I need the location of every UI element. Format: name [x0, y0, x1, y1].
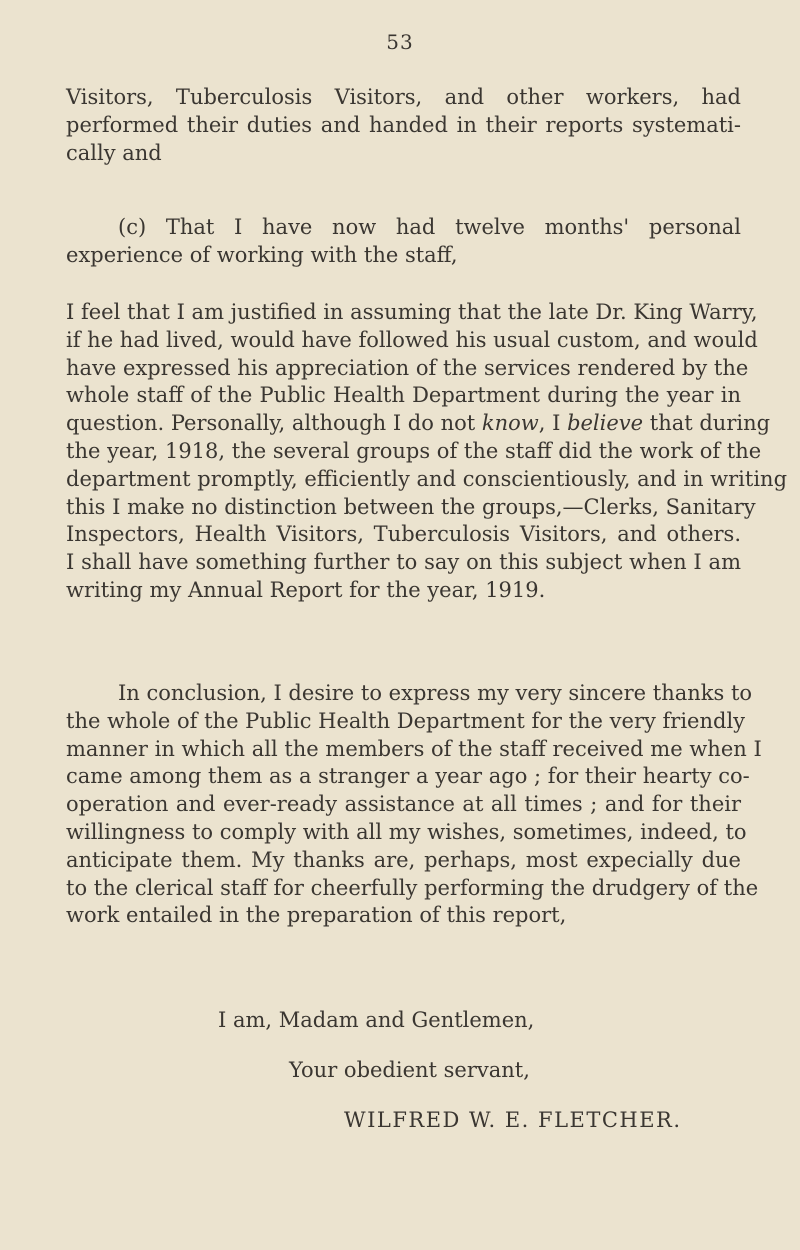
text-line: (c) That I have now had twelve months' personal: [118, 215, 741, 239]
page-number: 53: [386, 30, 414, 54]
paragraph-item-c: [66, 214, 741, 270]
text-line: performed their duties and handed in their reports systemati-: [66, 112, 741, 137]
paragraph-conclusion: [66, 680, 762, 930]
text-line: the whole of the Public Health Department for the very friendly: [66, 708, 746, 733]
signature-name: WILFRED W. E. FLETCHER.: [344, 1108, 682, 1132]
text-line: to the clerical staff for cheerfully performing the drudgery of the: [66, 875, 759, 900]
text-line: Visitors, Tuberculosis Visitors, and other workers, had: [66, 85, 741, 109]
paragraph-continuation: [66, 84, 741, 167]
text-segment: question. Personally, although I do not: [66, 411, 482, 436]
text-segment: , I: [538, 411, 568, 436]
text-line-with-emphasis: [66, 410, 771, 438]
text-line: the year, 1918, the several groups of the staff did the work of the: [66, 438, 762, 463]
text-line: came among them as a stranger a year ago ; for their hearty co-: [66, 764, 750, 789]
text-line: writing my Annual Report for the year, 1919.: [66, 577, 546, 602]
closing-sign-off: Your obedient servant,: [289, 1058, 530, 1082]
text-line: department promptly, efficiently and conscientiously, and in writing: [66, 466, 788, 491]
paragraph-main: [66, 299, 788, 605]
text-line: I feel that I am justified in assuming that the late Dr. King Warry,: [66, 300, 758, 324]
text-line: operation and ever-ready assistance at all times ; and for their: [66, 792, 741, 817]
text-segment: that during: [643, 411, 771, 436]
text-line: willingness to comply with all my wishes, sometimes, indeed, to: [66, 819, 747, 844]
text-line: Inspectors, Health Visitors, Tuberculosis Visitors, and others.: [66, 522, 741, 547]
text-line: whole staff of the Public Health Department during the year in: [66, 383, 741, 408]
text-line: work entailed in the preparation of this report,: [66, 903, 567, 928]
text-line: anticipate them. My thanks are, perhaps, most expecially due: [66, 847, 741, 872]
text-line: In conclusion, I desire to express my very sincere thanks to: [118, 681, 753, 705]
text-line: manner in which all the members of the staff received me when I: [66, 736, 762, 761]
closing-salutation: I am, Madam and Gentlemen,: [218, 1008, 535, 1032]
text-line: have expressed his appreciation of the services rendered by the: [66, 355, 749, 380]
text-line: this I make no distinction between the groups,—Clerks, Sanitary: [66, 494, 756, 519]
text-line: experience of working with the staff,: [66, 242, 458, 267]
emphasis-believe: believe: [567, 411, 644, 436]
emphasis-know: know: [481, 411, 539, 436]
text-line: if he had lived, would have followed his usual custom, and would: [66, 327, 758, 352]
text-line: I shall have something further to say on this subject when I am: [66, 550, 741, 575]
text-line: cally and: [66, 140, 162, 165]
